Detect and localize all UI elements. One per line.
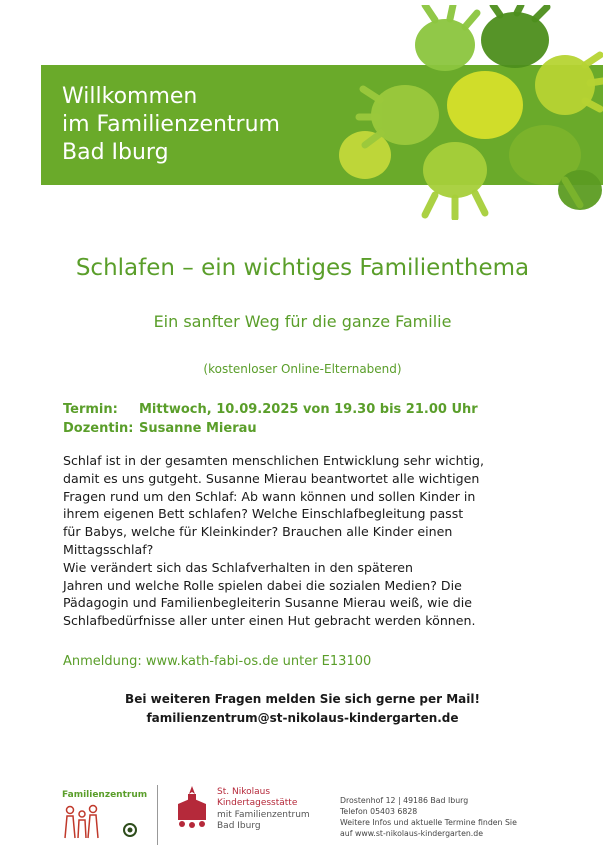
- website-line[interactable]: auf www.st-nikolaus-kindergarten.de: [340, 829, 484, 838]
- kita-name-line: Kindertagesstätte: [217, 798, 298, 808]
- description-line: damit es uns gutgeht. Susanne Mierau beantwortet alle wichtigen: [63, 470, 480, 486]
- registration-info: [63, 654, 371, 669]
- familienzentrum-logo: [62, 790, 152, 845]
- description-line: Fragen rund um den Schlaf: Ab wann können und sollen Kinder in: [63, 488, 476, 504]
- kita-subtitle-line: Bad Iburg: [217, 821, 261, 831]
- description-line: Pädagogin und Familienbegleiterin Susanne Mierau weiß, wie die: [63, 595, 472, 611]
- contact-line: Bei weiteren Fragen melden Sie sich gerne per Mail!: [125, 692, 480, 706]
- header-title: [62, 83, 280, 167]
- description-line: Wie verändert sich das Schlafverhalten in den späteren: [63, 559, 413, 575]
- address-line: Drostenhof 12 | 49186 Bad Iburg: [340, 796, 469, 805]
- registration-label: Anmeldung:: [63, 654, 142, 669]
- handprints-decoration: [285, 5, 603, 220]
- contact-info: [0, 690, 605, 728]
- kita-subtitle-line: mit Familienzentrum: [217, 810, 310, 820]
- registration-link[interactable]: www.kath-fabi-os.de unter E13100: [145, 654, 372, 669]
- contact-email[interactable]: familienzentrum@st-nikolaus-kindergarten.de: [146, 711, 459, 725]
- description-line: Schlaf ist in der gesamten menschlichen Entwicklung sehr wichtig,: [63, 453, 484, 468]
- dozentin-row: [63, 419, 478, 438]
- description-line: Schlafbedürfnisse aller unter einen Hut gebracht werden können.: [63, 613, 476, 629]
- kita-subtitle: [217, 810, 310, 832]
- header-title-line: Bad Iburg: [62, 140, 169, 165]
- description-line: ihrem eigenen Bett schlafen? Welche Einschlafbegleitung passt: [63, 506, 464, 522]
- termin-label: Termin:: [63, 402, 118, 417]
- dozentin-value: Susanne Mierau: [139, 421, 257, 436]
- phone-line: Telefon 05403 6828: [340, 807, 418, 816]
- description-line: Jahren und welche Rolle spielen dabei die sozialen Medien? Die: [63, 577, 462, 593]
- termin-row: [63, 400, 478, 419]
- description-line: für Babys, welche für Kleinkinder? Brauchen alle Kinder einen: [63, 524, 453, 540]
- kita-logo: [172, 782, 322, 847]
- header-title-line: im Familienzentrum: [62, 112, 280, 137]
- event-subtitle: Ein sanfter Weg für die ganze Familie: [153, 312, 452, 331]
- termin-value: Mittwoch, 10.09.2025 von 19.30 bis 21.00 Uhr: [139, 402, 478, 417]
- footer-address: [340, 795, 517, 839]
- event-title: Schlafen – ein wichtiges Familienthema: [75, 255, 530, 281]
- event-meta: [63, 400, 478, 438]
- church-icon: [172, 784, 212, 832]
- footer-divider: [157, 785, 158, 845]
- event-format-note: (kostenloser Online-Elternabend): [203, 362, 402, 376]
- header-title-line: Willkommen: [62, 84, 198, 109]
- family-figures-icon: [62, 800, 152, 842]
- dozentin-label: Dozentin:: [63, 421, 134, 436]
- event-description: [63, 452, 543, 630]
- description-line: Mittagsschlaf?: [63, 541, 154, 557]
- kita-name-line: St. Nikolaus: [217, 787, 271, 797]
- info-line: Weitere Infos und aktuelle Termine finden Sie: [340, 818, 517, 827]
- kita-name: [217, 787, 297, 809]
- familienzentrum-logo-label: Familienzentrum: [62, 790, 148, 800]
